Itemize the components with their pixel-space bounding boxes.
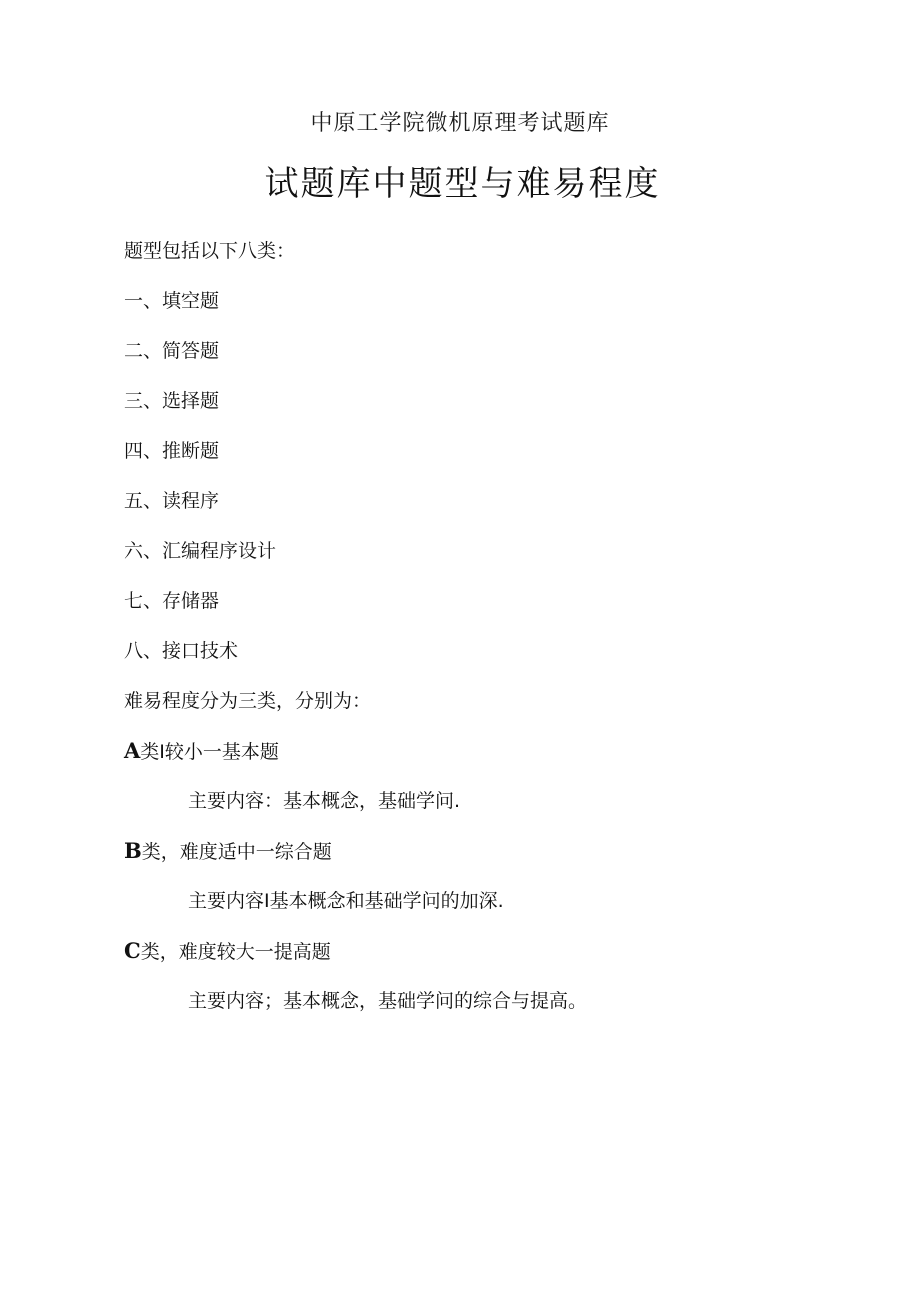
difficulty-label: 类，难度适中一综合题	[141, 841, 332, 863]
question-type-item: 八、接口技术	[124, 640, 239, 662]
question-type-item: 四、推断题	[124, 440, 220, 462]
difficulty-label: 类，难度较大一提高题	[140, 941, 331, 963]
difficulty-intro: 难易程度分为三类，分别为：	[124, 690, 372, 712]
question-type-item: 三、选择题	[124, 390, 220, 412]
difficulty-letter: C	[124, 938, 141, 963]
difficulty-level-a	[124, 738, 279, 765]
difficulty-content-b: 主要内容I基本概念和基础学问的加深.	[188, 890, 504, 912]
question-type-item: 一、填空题	[124, 290, 220, 312]
difficulty-level-b	[124, 838, 332, 865]
question-type-item: 二、简答题	[124, 340, 220, 362]
difficulty-level-c	[124, 938, 331, 965]
question-type-item: 七、存储器	[124, 590, 220, 612]
difficulty-letter: A	[124, 738, 141, 763]
difficulty-label: 类I较小一基本题	[140, 741, 279, 763]
difficulty-content-a: 主要内容：基本概念，基础学问.	[188, 790, 461, 812]
page-title: 试题库中题型与难易程度	[264, 164, 661, 204]
school-title: 中原工学院微机原理考试题库	[310, 111, 610, 136]
difficulty-content-c: 主要内容；基本概念，基础学问的综合与提高。	[188, 990, 588, 1012]
question-type-item: 六、汇编程序设计	[124, 540, 277, 562]
difficulty-letter: B	[124, 838, 142, 863]
question-type-item: 五、读程序	[124, 490, 220, 512]
question-types-intro: 题型包括以下八类：	[124, 240, 296, 262]
